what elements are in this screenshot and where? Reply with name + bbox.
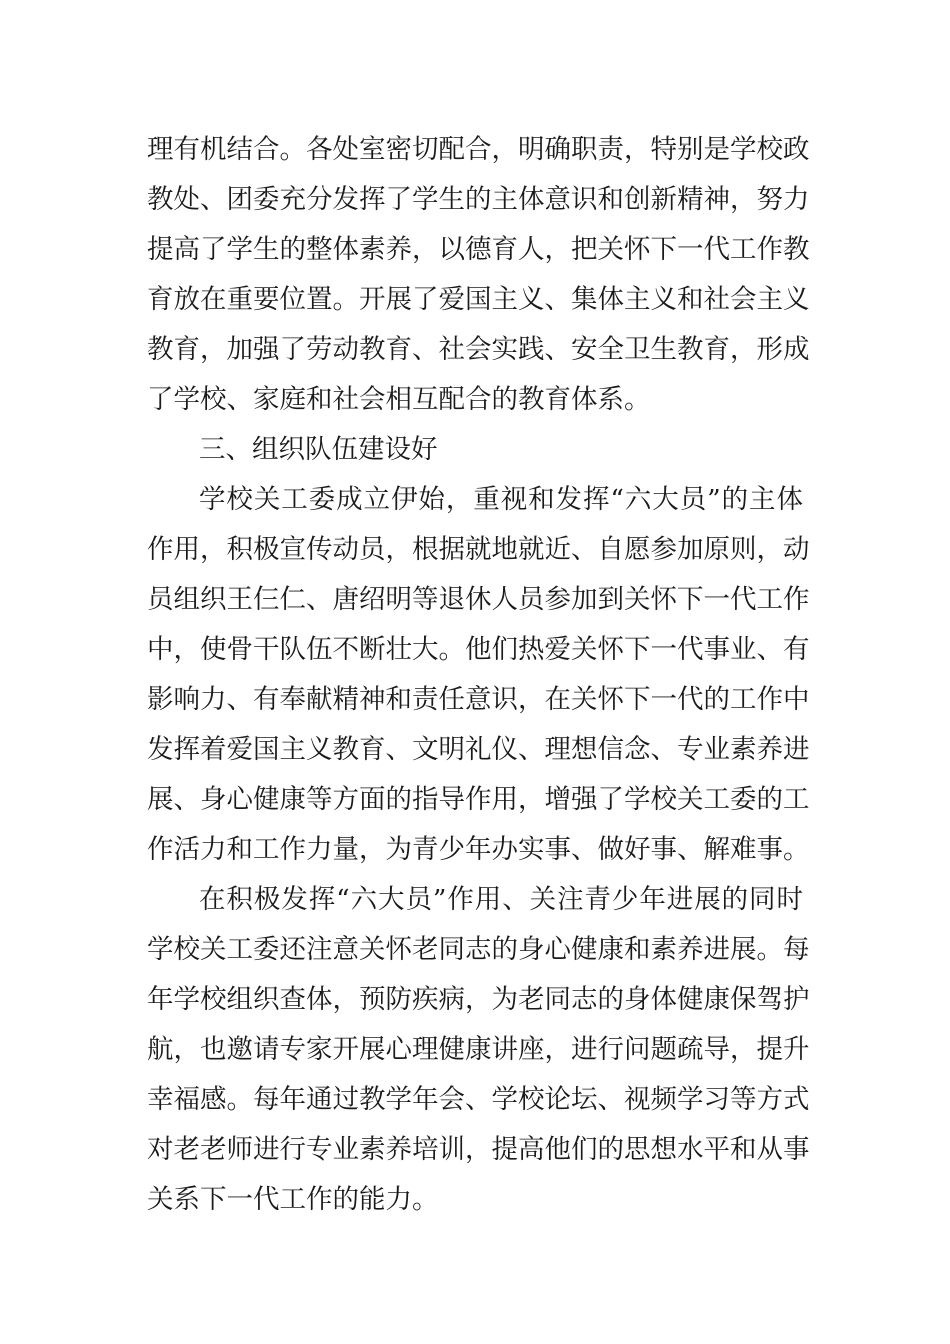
paragraph-line: 作活力和工作力量，为青少年办实事、做好事、解难事。	[147, 834, 810, 865]
paragraph-line: 教育，加强了劳动教育、社会实践、安全卫生教育，形成	[147, 334, 810, 365]
paragraph-line: 关系下一代工作的能力。	[147, 1184, 439, 1215]
paragraph-line: 影响力、有奉献精神和责任意识，在关怀下一代的工作中	[147, 684, 810, 715]
paragraph-line: 学校关工委成立伊始，重视和发挥“六大员”的主体	[199, 484, 803, 515]
paragraph-line: 航，也邀请专家开展心理健康讲座，进行问题疏导，提升	[147, 1034, 810, 1065]
paragraph-line: 提高了学生的整体素养，以德育人，把关怀下一代工作教	[147, 234, 810, 265]
paragraph-line: 在积极发挥“六大员”作用、关注青少年进展的同时	[199, 884, 803, 915]
paragraph-line: 育放在重要位置。开展了爱国主义、集体主义和社会主义	[147, 284, 810, 315]
paragraph-line: 员组织王仨仁、唐绍明等退休人员参加到关怀下一代工作	[147, 584, 810, 615]
paragraph-line: 发挥着爱国主义教育、文明礼仪、理想信念、专业素养进	[147, 734, 810, 765]
paragraph-line: 作用，积极宣传动员，根据就地就近、自愿参加原则，动	[147, 534, 810, 565]
paragraph-line: 中，使骨干队伍不断壮大。他们热爱关怀下一代事业、有	[147, 634, 810, 665]
paragraph-line: 年学校组织查体，预防疾病，为老同志的身体健康保驾护	[147, 984, 810, 1015]
section-heading: 三、组织队伍建设好	[199, 434, 438, 465]
paragraph-line: 学校关工委还注意关怀老同志的身心健康和素养进展。每	[147, 934, 810, 965]
paragraph-line: 展、身心健康等方面的指导作用，增强了学校关工委的工	[147, 784, 810, 815]
paragraph-line: 了学校、家庭和社会相互配合的教育体系。	[147, 384, 651, 415]
paragraph-line: 理有机结合。各处室密切配合，明确职责，特别是学校政	[147, 134, 810, 165]
paragraph-line: 教处、团委充分发挥了学生的主体意识和创新精神，努力	[147, 184, 810, 215]
paragraph-line: 对老老师进行专业素养培训，提高他们的思想水平和从事	[147, 1134, 810, 1165]
paragraph-line: 幸福感。每年通过教学年会、学校论坛、视频学习等方式	[147, 1084, 810, 1115]
